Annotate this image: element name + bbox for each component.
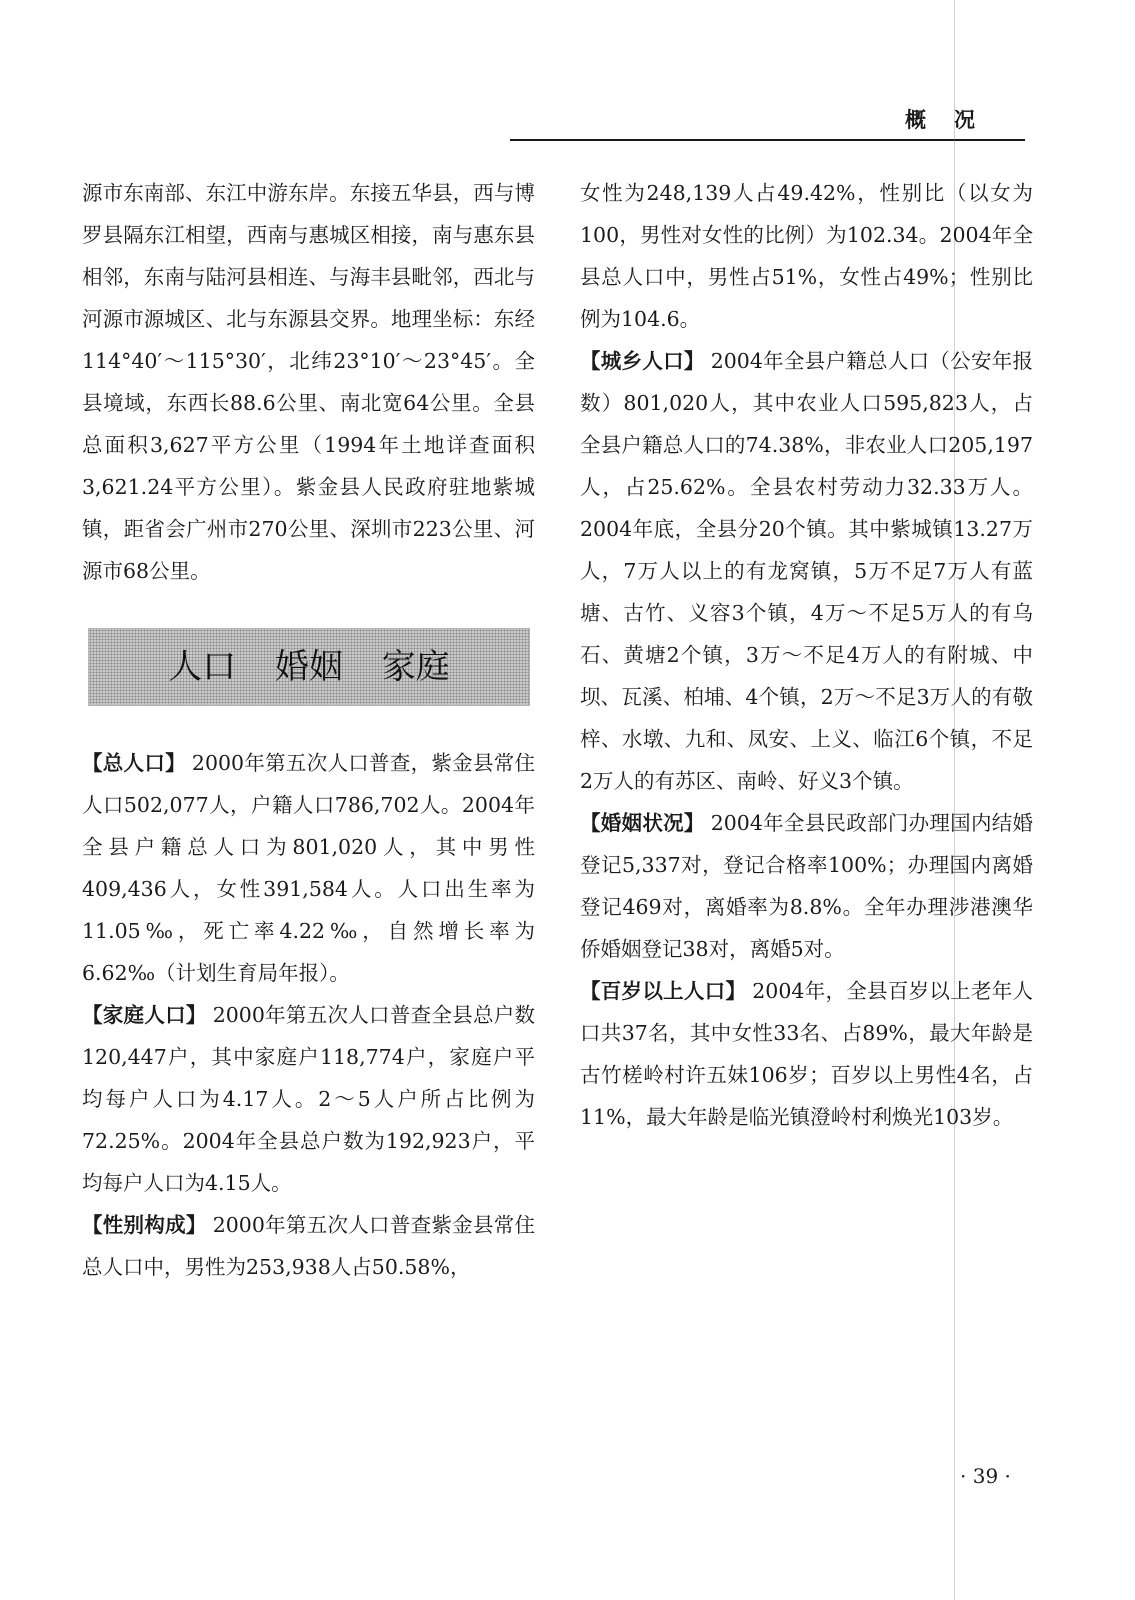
entry-body: 2000年第五次人口普查紫金县常住总人口中，男性为253,938人占50.58%， — [82, 1213, 536, 1279]
entry-body: 2000年第五次人口普查全县总户数120,447户，其中家庭户118,774户，家庭户平均每户人口为4.17人。2～5人户所占比例为72.25%。2004年全县总户数为192,923户，平均每户人口为4.15人。 — [82, 1003, 536, 1195]
entry-urban-rural-population — [580, 340, 1033, 802]
right-column — [580, 172, 1033, 1138]
page-number: · 39 · — [960, 1464, 1011, 1488]
entry-heading: 【婚姻状况】 — [580, 811, 705, 835]
entry-body: 2004年，全县百岁以上老年人口共37名，其中女性33名、占89%，最大年龄是古竹槎岭村许五妹106岁；百岁以上男性4名，占11%，最大年龄是临光镇澄岭村利焕光103岁。 — [580, 979, 1034, 1129]
entry-household-population — [82, 994, 535, 1204]
entry-heading: 【百岁以上人口】 — [580, 979, 747, 1003]
entry-heading: 【城乡人口】 — [580, 349, 705, 373]
running-head: 概况 — [905, 108, 1003, 132]
entry-total-population — [82, 742, 535, 994]
entry-body: 2004年全县民政部门办理国内结婚登记5,337对，登记合格率100%；办理国内离婚登记469对，离婚率为8.8%。全年办理涉港澳华侨婚姻登记38对，离婚5对。 — [580, 811, 1034, 961]
continuation-paragraph: 女性为248,139人占49.42%，性别比（以女为100，男性对女性的比例）为102.34。2004年全县总人口中，男性占51%，女性占49%；性别比例为104.6。 — [580, 181, 1033, 331]
entry-heading: 【家庭人口】 — [82, 1003, 207, 1027]
entry-marriage-status — [580, 802, 1033, 970]
entry-body: 2000年第五次人口普查，紫金县常住人口502,077人，户籍人口786,702人。2004年全县户籍总人口为801,020人，其中男性409,436人，女性391,584人。人口出生率为11.05‰，死亡率4.22‰，自然增长率为6.62‰（计划生育局年报）。 — [82, 751, 536, 985]
entry-heading: 【性别构成】 — [82, 1213, 207, 1237]
entry-body: 2004年全县户籍总人口（公安年报数）801,020人，其中农业人口595,823人，占全县户籍总人口的74.38%，非农业人口205,197人，占25.62%。全县农村劳动力32.33万人。2004年底，全县分20个镇。其中紫城镇13.27万人，7万人以上的有龙窝镇，5万不足7万人有蓝塘、古竹、义容3个镇，4万～不足5万人的有乌石、黄塘2个镇，3万～不足4万人的有附城、中坝、瓦溪、柏埔、4个镇，2万～不足3万人的有敬梓、水墩、九和、凤安、上义、临江6个镇，不足2万人的有苏区、南岭、好义3个镇。 — [580, 349, 1034, 793]
entry-gender-composition — [82, 1204, 535, 1288]
section-title: 人口 婚姻 家庭 — [168, 647, 450, 687]
intro-paragraph: 源市东南部、东江中游东岸。东接五华县，西与博罗县隔东江相望，西南与惠城区相接，南与惠东县相邻，东南与陆河县相连、与海丰县毗邻，西北与河源市源城区、北与东源县交界。地理坐标：东经114°40′～115°30′，北纬23°10′～23°45′。全县境域，东西长88.6公里、南北宽64公里。全县总面积3,627平方公里（1994年土地详查面积3,621.24平方公里）。紫金县人民政府驻地紫城镇，距省会广州市270公里、深圳市223公里、河源市68公里。 — [82, 181, 535, 583]
left-column — [82, 172, 535, 1288]
entry-heading: 【总人口】 — [82, 751, 186, 775]
section-banner — [88, 628, 530, 706]
header-rule — [510, 139, 1025, 141]
entry-centenarians — [580, 970, 1033, 1138]
